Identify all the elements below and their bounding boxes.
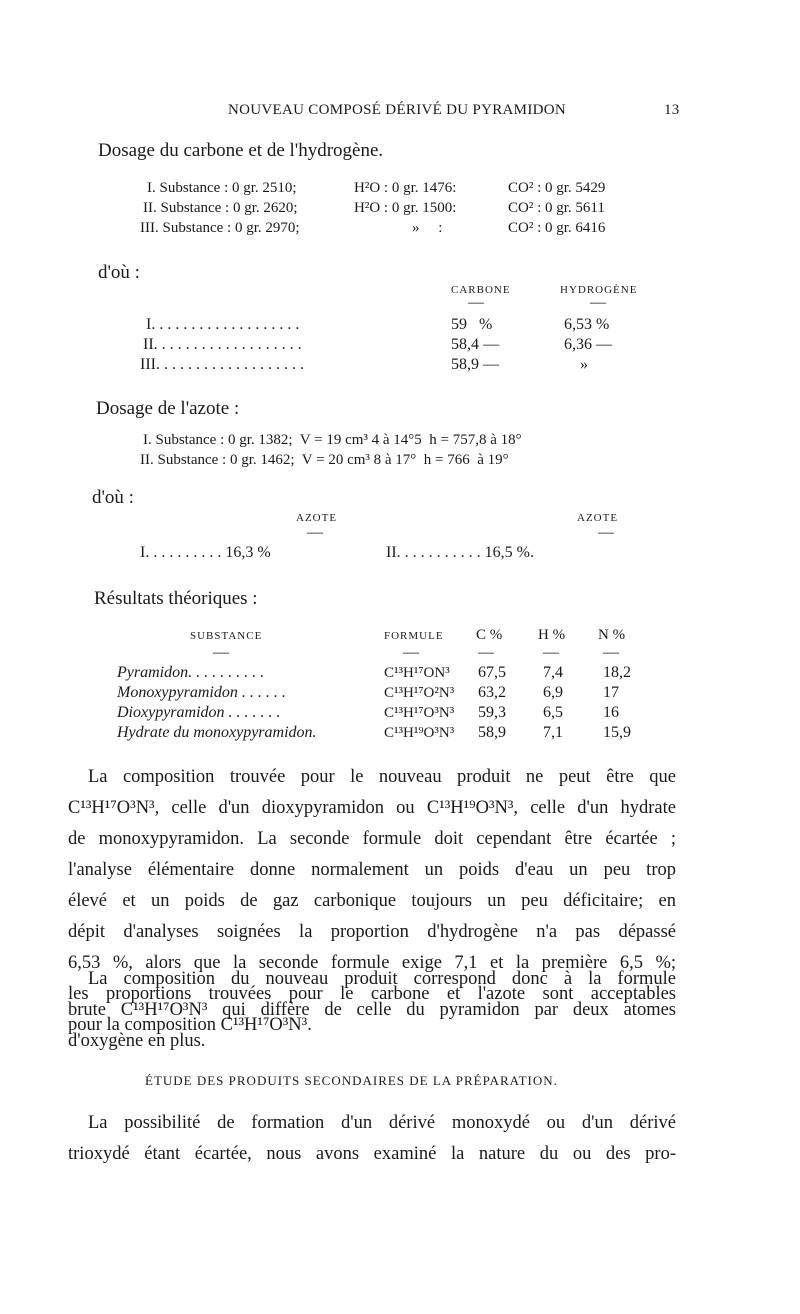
col-dash-azote-2: —	[598, 524, 614, 541]
th-dash-formule: —	[403, 644, 419, 661]
ch-result-3-carbon: 58,9 —	[451, 356, 499, 373]
azote-row-1: I. Substance : 0 gr. 1382; V = 19 cm³ 4 à 14°5 h = 757,8 à 18°	[143, 432, 522, 448]
paragraph-line: de monoxypyramidon. La seconde formule doit cependant être écartée ;	[68, 829, 676, 849]
th-header-substance: SUBSTANCE	[190, 630, 263, 642]
col-header-hydrogene: HYDROGÈNE	[560, 284, 638, 296]
th-row-1-h: 7,4	[543, 664, 563, 681]
dou-label-2: d'où :	[92, 487, 134, 508]
th-row-4-formula: C¹³H¹⁹O³N³	[384, 725, 455, 741]
paragraph-line: dépit d'analyses soignées la proportion d'hydrogène n'a pas dépassé	[68, 922, 676, 942]
paragraph-line: d'oxygène en plus.	[68, 1031, 206, 1051]
ch-result-2-num: II. . . . . . . . . . . . . . . . . . .	[143, 336, 302, 353]
ch-row-3-co2: CO² : 0 gr. 6416	[508, 220, 606, 236]
ch-row-1-water: H²O : 0 gr. 1476:	[354, 180, 457, 196]
col-dash-hydrogene: —	[590, 294, 606, 311]
ch-row-2-label: II. Substance : 0 gr. 2620;	[143, 200, 298, 216]
ch-row-1-label: I. Substance : 0 gr. 2510;	[147, 180, 297, 196]
th-dash-substance: —	[213, 644, 229, 661]
th-header-c: C %	[476, 627, 503, 643]
paragraph-line: La composition trouvée pour le nouveau produit ne peut être que	[88, 767, 676, 787]
th-row-3-n: 16	[603, 704, 619, 721]
paragraph-line: élevé et un poids de gaz carbonique toujours un peu déficitaire; en	[68, 891, 676, 911]
ch-result-1-hydrogen: 6,53 %	[564, 316, 610, 333]
th-row-2-c: 63,2	[478, 684, 506, 701]
col-dash-azote-1: —	[307, 524, 323, 541]
paragraph-line: trioxydé étant écartée, nous avons examiné la nature du ou des pro-	[68, 1144, 676, 1164]
col-header-azote-1: AZOTE	[296, 512, 338, 524]
paragraph-line: La possibilité de formation d'un dérivé monoxydé ou d'un dérivé	[88, 1113, 676, 1133]
ch-result-1-num: I. . . . . . . . . . . . . . . . . . .	[146, 316, 300, 333]
ch-row-3-water: » :	[412, 220, 443, 236]
paragraph-line: pour la composition C¹³H¹⁷O³N³.	[68, 1015, 312, 1035]
ch-row-1-co2: CO² : 0 gr. 5429	[508, 180, 606, 196]
th-header-n: N %	[598, 627, 626, 643]
th-dash-h: —	[543, 644, 559, 661]
th-row-1-n: 18,2	[603, 664, 631, 681]
paragraph-conclusion-2	[68, 964, 676, 1057]
th-dash-c: —	[478, 644, 494, 661]
ch-row-3-label: III. Substance : 0 gr. 2970;	[140, 220, 300, 236]
col-header-azote-2: AZOTE	[577, 512, 619, 524]
col-header-carbone: CARBONE	[451, 284, 511, 296]
ch-row-2-water: H²O : 0 gr. 1500:	[354, 200, 457, 216]
section-title-theory: Résultats théoriques :	[94, 588, 258, 609]
dou-label-1: d'où :	[98, 262, 140, 283]
ch-row-2-co2: CO² : 0 gr. 5611	[508, 200, 605, 216]
th-header-h: H %	[538, 627, 566, 643]
paragraph-line: les proportions trouvées pour le carbone et l'azote sont acceptables	[68, 984, 676, 1004]
paragraph-line: La composition du nouveau produit correspond donc à la formule	[88, 969, 676, 989]
paragraph-line: 6,53 %, alors que la seconde formule exige 7,1 et la première 6,5 %;	[68, 953, 676, 973]
ch-result-2-hydrogen: 6,36 —	[564, 336, 612, 353]
th-header-formule: FORMULE	[384, 630, 444, 642]
th-row-2-n: 17	[603, 684, 619, 701]
ch-result-3-num: III. . . . . . . . . . . . . . . . . . .	[140, 356, 304, 373]
th-row-4-n: 15,9	[603, 724, 631, 741]
th-row-3-formula: C¹³H¹⁷O³N³	[384, 705, 455, 721]
ch-result-1-carbon: 59 %	[451, 316, 493, 333]
col-dash-carbone: —	[468, 294, 484, 311]
ch-result-2-carbon: 58,4 —	[451, 336, 499, 353]
section-title-secondary-products: ÉTUDE DES PRODUITS SECONDAIRES DE LA PRÉPARATION.	[145, 1073, 558, 1088]
th-row-1-name: Pyramidon. . . . . . . . . .	[117, 664, 265, 681]
azote-result-1: I. . . . . . . . . . 16,3 %	[140, 544, 271, 561]
paragraph-line: l'analyse élémentaire donne normalement un poids d'eau un peu trop	[68, 860, 676, 880]
th-row-2-h: 6,9	[543, 684, 563, 701]
page-number: 13	[664, 102, 680, 118]
th-row-4-c: 58,9	[478, 724, 506, 741]
section-title-carbon-hydrogen: Dosage du carbone et de l'hydrogène.	[98, 140, 384, 161]
ch-result-3-hydrogen: »	[580, 356, 588, 373]
th-row-3-h: 6,5	[543, 704, 563, 721]
paragraph-secondary-products	[68, 1108, 676, 1170]
paragraph-line: brute C¹³H¹⁷O³N³ qui diffère de celle du pyramidon par deux atomes	[68, 1000, 676, 1020]
section-title-azote: Dosage de l'azote :	[96, 398, 240, 419]
azote-result-2: II. . . . . . . . . . . 16,5 %.	[386, 544, 534, 561]
th-row-2-name: Monoxypyramidon . . . . . .	[117, 684, 286, 701]
th-row-3-name: Dioxypyramidon . . . . . . .	[117, 704, 281, 721]
th-row-1-formula: C¹³H¹⁷ON³	[384, 665, 450, 681]
azote-row-2: II. Substance : 0 gr. 1462; V = 20 cm³ 8 à 17° h = 766 à 19°	[140, 452, 509, 468]
paragraph-line: C¹³H¹⁷O³N³, celle d'un dioxypyramidon ou C¹³H¹⁹O³N³, celle d'un hydrate	[68, 798, 676, 818]
th-row-4-name: Hydrate du monoxypyramidon.	[117, 724, 317, 741]
th-row-3-c: 59,3	[478, 704, 506, 721]
th-row-4-h: 7,1	[543, 724, 563, 741]
th-row-2-formula: C¹³H¹⁷O²N³	[384, 685, 455, 701]
th-dash-n: —	[603, 644, 619, 661]
th-row-1-c: 67,5	[478, 664, 506, 681]
running-header: NOUVEAU COMPOSÉ DÉRIVÉ DU PYRAMIDON	[228, 102, 567, 118]
